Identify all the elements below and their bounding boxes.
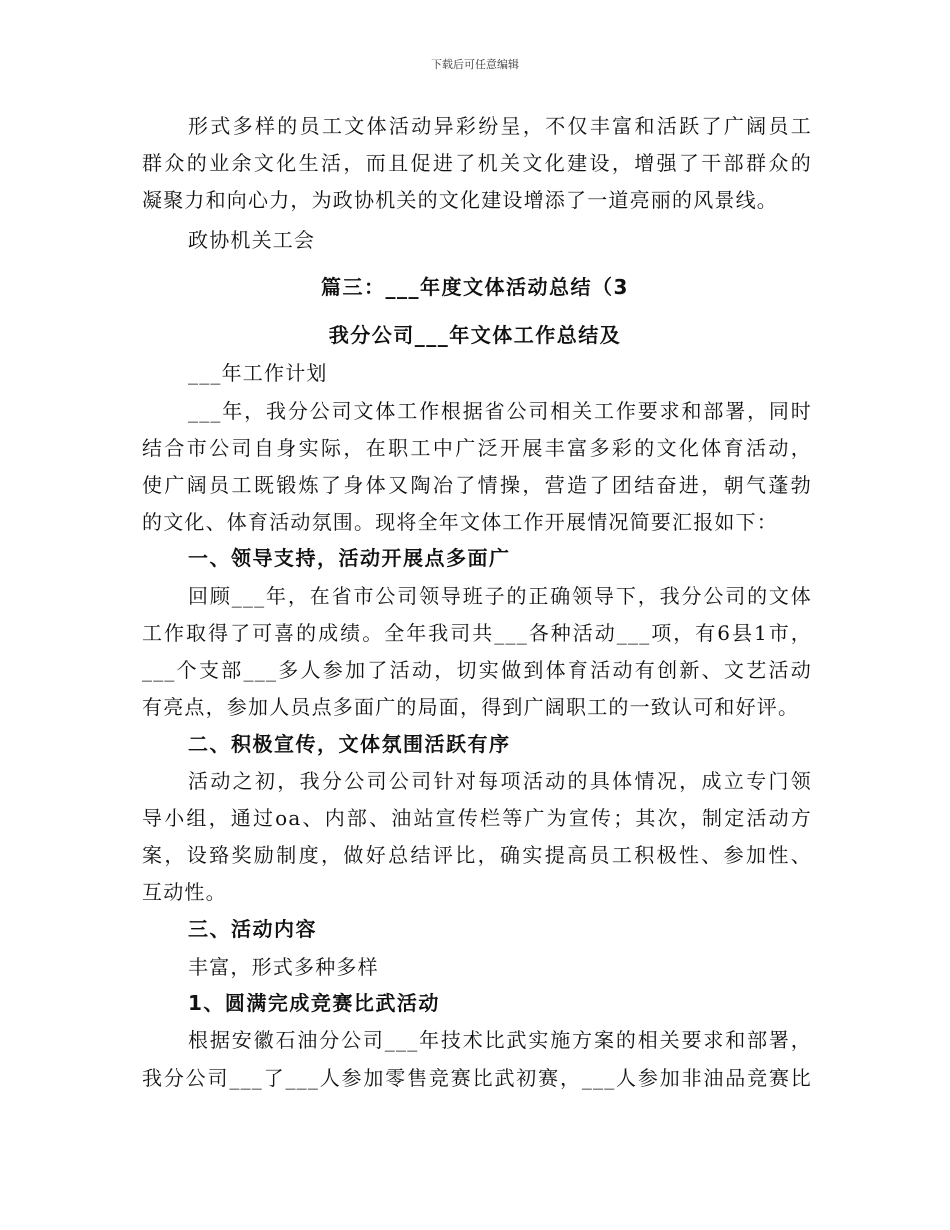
section-subtitle: 我分公司___年文体工作总结及 [328, 323, 622, 347]
paragraph-line: 凝聚力和向心力，为政协机关的文化建设增添了一道亮丽的风景线。 [142, 188, 778, 212]
paragraph-line: 案，设臵奖励制度，做好总结评比，确实提高员工积极性、参加性、 [142, 843, 812, 867]
paragraph-line: 使广阔员工既锻炼了身体又陶冶了情操，营造了团结奋进，朝气蓬勃 [142, 473, 812, 497]
heading-3: 三、活动内容 [188, 917, 317, 941]
paragraph-line: 有亮点，参加人员点多面广的局面，得到广阔职工的一致认可和好评。 [142, 695, 800, 719]
paragraph-line: 导小组，通过oa、内部、油站宣传栏等广为宣传；其次，制定活动方 [142, 806, 812, 830]
section-title: 篇三：___年度文体活动总结（3 [321, 275, 629, 299]
paragraph-line: 我分公司___了___人参加零售竞赛比武初赛，___人参加非油品竞赛比 [142, 1066, 812, 1090]
paragraph-line: 形式多样的员工文体活动异彩纷呈，不仅丰富和活跃了广阔员工 [188, 114, 812, 138]
heading-2: 二、积极宣传，文体氛围活跃有序 [188, 732, 511, 756]
paragraph-line: 回顾___年，在省市公司领导班子的正确领导下，我分公司的文体 [188, 584, 812, 608]
paragraph-line: 的文化、体育活动氛围。现将全年文体工作开展情况简要汇报如下： [142, 510, 778, 534]
page-header: 下载后可任意编辑 [431, 58, 519, 71]
paragraph-line: 根据安徽石油分公司___年技术比武实施方案的相关要求和部署， [188, 1028, 812, 1052]
heading-1: 一、领导支持，活动开展点多面广 [188, 546, 511, 570]
paragraph-line: 丰富，形式多种多样 [188, 955, 379, 979]
paragraph-line: 互动性。 [142, 880, 227, 904]
heading-3-1: 1、圆满完成竞赛比武活动 [188, 991, 440, 1015]
paragraph-line: ___年，我分公司文体工作根据省公司相关工作要求和部署，同时 [188, 399, 812, 423]
signature-line: 政协机关工会 [188, 228, 316, 252]
paragraph-line: 结合市公司自身实际，在职工中广泛开展丰富多彩的文化体育活动， [142, 436, 812, 460]
paragraph-line: 工作取得了可喜的成绩。全年我司共___各种活动___项，有6县1市， [142, 621, 812, 645]
paragraph-line: 活动之初，我分公司公司针对每项活动的具体情况，成立专门领 [188, 769, 812, 793]
paragraph-line: ___年工作计划 [188, 361, 328, 385]
paragraph-line: 群众的业余文化生活，而且促进了机关文化建设，增强了干部群众的 [142, 151, 812, 175]
paragraph-line: ___个支部___多人参加了活动，切实做到体育活动有创新、文艺活动 [142, 658, 812, 682]
